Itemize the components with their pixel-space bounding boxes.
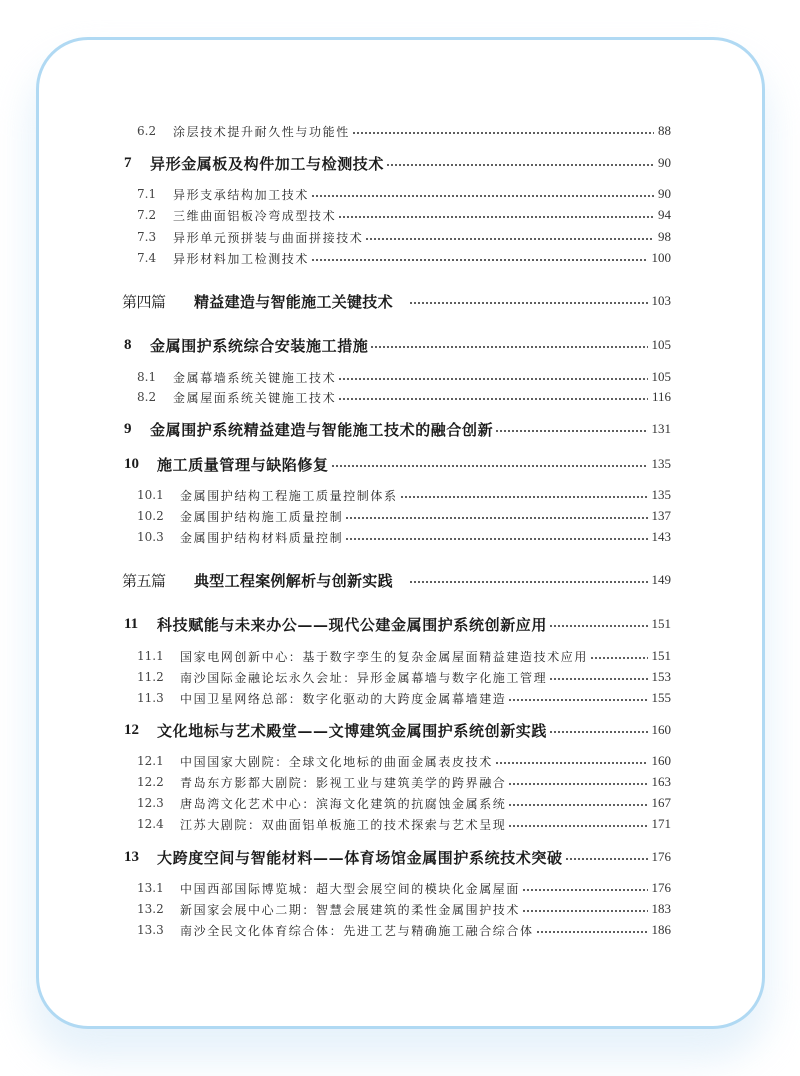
entry-number: 12.3	[137, 796, 164, 810]
entry-title: 新国家会展中心二期：智慧会展建筑的柔性金属围护技术	[180, 902, 521, 917]
entry-title: 金属围护结构材料质量控制	[180, 530, 344, 545]
dot-leader	[522, 888, 647, 892]
dot-leader	[549, 624, 647, 628]
entry-number: 13.1	[137, 881, 164, 895]
dot-leader	[311, 258, 647, 262]
dot-leader	[331, 464, 648, 468]
dot-leader	[495, 429, 647, 433]
entry-title: 异形支承结构加工技术	[173, 187, 310, 202]
entry-title: 涂层技术提升耐久性与功能性	[173, 124, 350, 139]
entry-title: 科技赋能与未来办公——现代公建金属围护系统创新应用	[157, 615, 548, 634]
entry-page-number: 151	[651, 616, 671, 631]
toc-entry-chapter[interactable]	[0, 845, 800, 869]
entry-title: 中国国家大剧院：全球文化地标的曲面金属表皮技术	[180, 754, 493, 769]
dot-leader	[565, 857, 648, 861]
entry-title: 金属屋面系统关键施工技术	[173, 390, 337, 405]
entry-page-number: 160	[651, 753, 671, 768]
entry-title: 施工质量管理与缺陷修复	[157, 455, 329, 474]
entry-page-number: 163	[651, 774, 671, 789]
toc-entry-chapter[interactable]	[0, 612, 800, 636]
entry-number: 8	[124, 336, 132, 353]
dot-leader	[508, 782, 647, 786]
dot-leader	[549, 730, 647, 734]
entry-number: 11	[124, 615, 139, 632]
entry-number: 13	[124, 848, 139, 865]
dot-leader	[409, 301, 648, 305]
dot-leader	[536, 930, 648, 934]
entry-page-number: 88	[658, 123, 671, 138]
entry-title: 中国西部国际博览城：超大型会展空间的模块化金属屋面	[180, 881, 521, 896]
toc-entry-sub[interactable]	[0, 918, 800, 942]
entry-number: 8.2	[137, 390, 157, 404]
toc-entry-sub[interactable]	[0, 385, 800, 409]
entry-number: 12	[124, 721, 139, 738]
dot-leader	[311, 194, 654, 198]
entry-number: 12.4	[137, 817, 164, 831]
entry-page-number: 183	[651, 901, 671, 916]
dot-leader	[345, 537, 647, 541]
entry-title: 典型工程案例解析与创新实践	[194, 571, 393, 590]
entry-page-number: 176	[651, 880, 671, 895]
dot-leader	[352, 131, 654, 135]
entry-page-number: 167	[651, 795, 671, 810]
entry-number: 7.1	[137, 187, 157, 201]
entry-number: 11.3	[137, 691, 164, 705]
entry-number: 7.4	[137, 251, 157, 265]
dot-leader	[508, 824, 647, 828]
entry-page-number: 90	[658, 155, 671, 170]
entry-number: 10.3	[137, 530, 164, 544]
entry-number: 11.2	[137, 670, 164, 684]
entry-page-number: 176	[651, 849, 671, 864]
entry-title: 金属围护结构工程施工质量控制体系	[180, 488, 398, 503]
dot-leader	[590, 656, 647, 660]
entry-number: 7	[124, 154, 132, 171]
entry-title: 金属围护结构施工质量控制	[180, 509, 344, 524]
entry-page-number: 131	[651, 421, 671, 436]
dot-leader	[400, 495, 648, 499]
entry-page-number: 135	[651, 487, 671, 502]
entry-title: 金属幕墙系统关键施工技术	[173, 370, 337, 385]
dot-leader	[345, 516, 647, 520]
entry-page-number: 160	[651, 722, 671, 737]
entry-page-number: 143	[651, 529, 671, 544]
toc-entry-sub[interactable]	[0, 525, 800, 549]
entry-number: 8.1	[137, 370, 157, 384]
dot-leader	[386, 163, 654, 167]
entry-page-number: 103	[651, 293, 671, 308]
toc-entry-chapter[interactable]	[0, 718, 800, 742]
entry-number: 12.1	[137, 754, 164, 768]
entry-title: 异形单元预拼装与曲面拼接技术	[173, 230, 364, 245]
entry-title: 中国卫星网络总部：数字化驱动的大跨度金属幕墙建造	[180, 691, 507, 706]
entry-number: 7.2	[137, 208, 157, 222]
toc-entry-chapter[interactable]	[0, 452, 800, 476]
entry-title: 异形金属板及构件加工与检测技术	[150, 154, 385, 173]
toc-entry-part[interactable]	[0, 568, 800, 592]
entry-number: 10	[124, 455, 139, 472]
dot-leader	[508, 803, 647, 807]
entry-title: 精益建造与智能施工关键技术	[194, 292, 393, 311]
dot-leader	[409, 580, 648, 584]
dot-leader	[495, 761, 648, 765]
entry-number: 11.1	[137, 649, 164, 663]
entry-number: 第五篇	[122, 571, 166, 590]
dot-leader	[370, 345, 647, 349]
entry-page-number: 94	[658, 207, 671, 222]
entry-title: 大跨度空间与智能材料——体育场馆金属围护系统技术突破	[157, 848, 563, 867]
toc-entry-chapter[interactable]	[0, 151, 800, 175]
entry-page-number: 151	[651, 648, 671, 663]
entry-page-number: 137	[651, 508, 671, 523]
entry-number: 12.2	[137, 775, 164, 789]
entry-page-number: 155	[651, 690, 671, 705]
entry-page-number: 186	[651, 922, 671, 937]
toc-entry-sub[interactable]	[0, 812, 800, 836]
entry-title: 文化地标与艺术殿堂——文博建筑金属围护系统创新实践	[157, 721, 548, 740]
entry-number: 10.2	[137, 509, 164, 523]
entry-number: 13.2	[137, 902, 164, 916]
entry-page-number: 135	[651, 456, 671, 471]
entry-title: 异形材料加工检测技术	[173, 251, 310, 266]
entry-number: 6.2	[137, 124, 157, 138]
entry-page-number: 98	[658, 229, 671, 244]
dot-leader	[338, 215, 654, 219]
entry-title: 金属围护系统综合安装施工措施	[150, 336, 369, 355]
dot-leader	[365, 237, 654, 241]
dot-leader	[522, 909, 647, 913]
entry-page-number: 149	[651, 572, 671, 587]
entry-title: 南沙国际金融论坛永久会址：异形金属幕墙与数字化施工管理	[180, 670, 548, 685]
dot-leader	[508, 698, 647, 702]
entry-page-number: 100	[651, 250, 671, 265]
entry-title: 江苏大剧院：双曲面铝单板施工的技术探索与艺术呈现	[180, 817, 507, 832]
entry-number: 第四篇	[122, 292, 166, 311]
entry-page-number: 153	[651, 669, 671, 684]
entry-title: 国家电网创新中心：基于数字孪生的复杂金属屋面精益建造技术应用	[180, 649, 589, 664]
entry-title: 南沙全民文化体育综合体：先进工艺与精确施工融合综合体	[180, 923, 534, 938]
entry-number: 10.1	[137, 488, 164, 502]
toc-entry-sub[interactable]	[0, 203, 800, 227]
toc-entry-sub[interactable]	[0, 686, 800, 710]
toc-entry-sub[interactable]	[0, 119, 800, 143]
entry-number: 13.3	[137, 923, 164, 937]
dot-leader	[549, 677, 647, 681]
entry-page-number: 105	[651, 369, 671, 384]
toc-entry-part[interactable]	[0, 289, 800, 313]
entry-number: 9	[124, 420, 132, 437]
entry-title: 青岛东方影都大剧院：影视工业与建筑美学的跨界融合	[180, 775, 507, 790]
toc-entry-chapter[interactable]	[0, 333, 800, 357]
dot-leader	[338, 377, 647, 381]
entry-title: 三维曲面铝板冷弯成型技术	[173, 208, 337, 223]
entry-page-number: 105	[651, 337, 671, 352]
toc-entry-chapter[interactable]	[0, 417, 800, 441]
entry-page-number: 90	[658, 186, 671, 201]
entry-page-number: 171	[651, 816, 671, 831]
entry-number: 7.3	[137, 230, 157, 244]
entry-title: 金属围护系统精益建造与智能施工技术的融合创新	[150, 420, 494, 439]
toc-entry-sub[interactable]	[0, 246, 800, 270]
entry-page-number: 116	[651, 389, 671, 404]
entry-title: 唐岛湾文化艺术中心：滨海文化建筑的抗腐蚀金属系统	[180, 796, 507, 811]
dot-leader	[338, 397, 648, 401]
